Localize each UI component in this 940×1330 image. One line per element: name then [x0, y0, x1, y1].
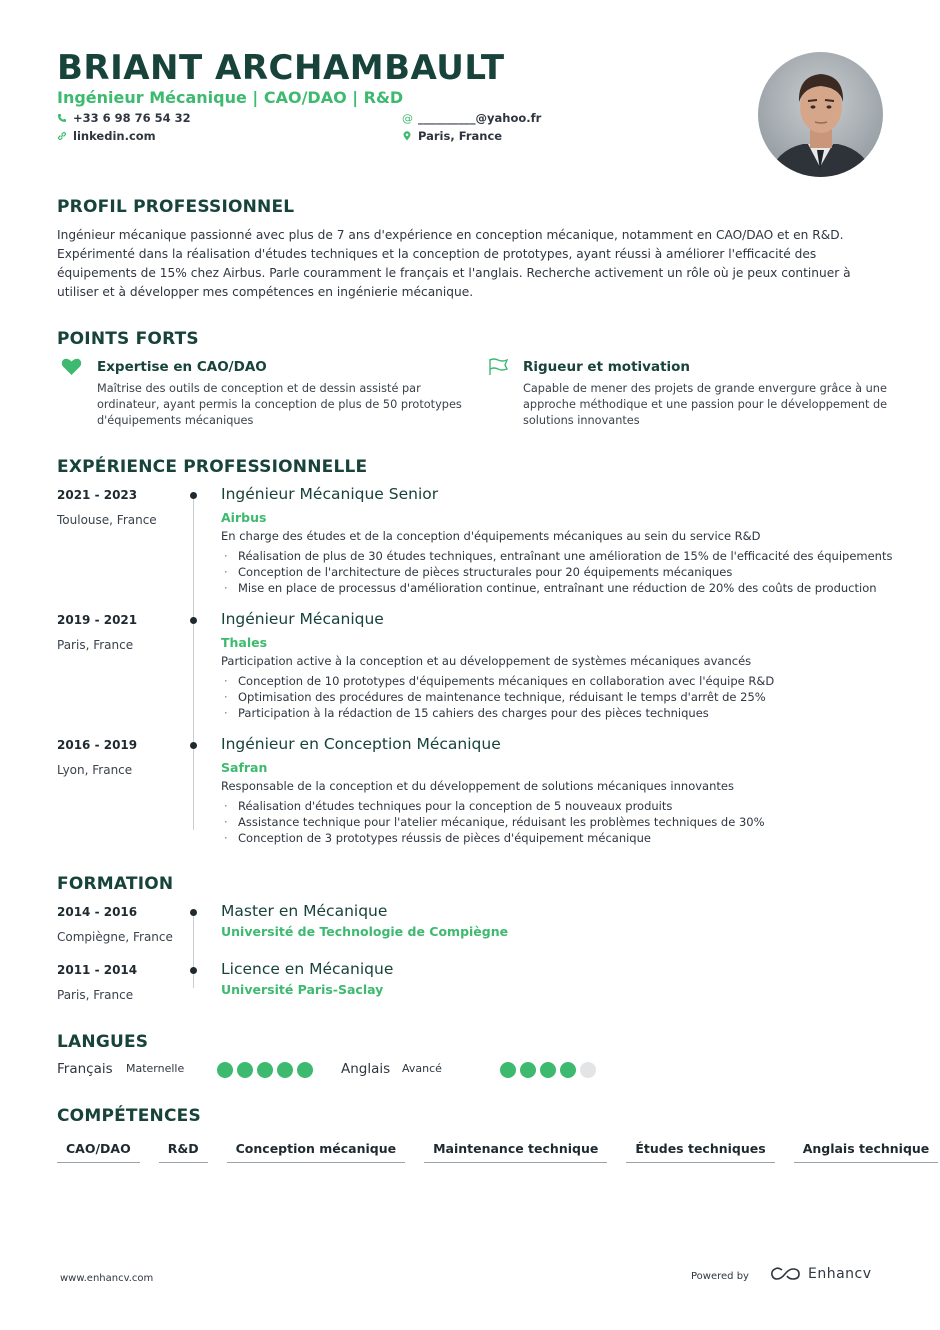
list-item: · Mise en place de processus d'amélioration continue, entraînant une réduction de 20% des coûts de production — [221, 580, 892, 596]
job-dates: 2019 - 2021 — [57, 613, 138, 627]
education-dates: 2011 - 2014 — [57, 963, 138, 977]
list-item: · Réalisation de plus de 30 études techniques, entraînant une amélioration de 15% de l'efficacité des équipements — [221, 548, 892, 564]
language-level: Avancé — [402, 1062, 442, 1075]
education-degree: Master en Mécanique — [221, 902, 388, 920]
rating-dot-filled — [520, 1062, 536, 1078]
rating-dot-filled — [257, 1062, 273, 1078]
job-title: Ingénieur Mécanique Senior — [221, 485, 439, 503]
experience-section-title: EXPÉRIENCE PROFESSIONNELLE — [57, 457, 368, 477]
skill-tag: Études techniques — [626, 1136, 774, 1163]
skills-section-title: COMPÉTENCES — [57, 1106, 201, 1126]
timeline-dot — [190, 617, 197, 624]
rating-dot-filled — [560, 1062, 576, 1078]
language-name: Anglais — [341, 1061, 391, 1077]
rating-dot-filled — [540, 1062, 556, 1078]
languages-section-title: LANGUES — [57, 1032, 149, 1052]
phone-text: +33 6 98 76 54 32 — [73, 111, 191, 125]
language-rating — [500, 1062, 596, 1078]
heart-icon — [61, 358, 82, 376]
job-bullets — [221, 673, 774, 721]
job-dates: 2021 - 2023 — [57, 488, 138, 502]
job-bullets — [221, 548, 892, 596]
education-school: Université Paris-Saclay — [221, 982, 384, 997]
job-location: Paris, France — [57, 638, 134, 652]
list-item: · Assistance technique pour l'atelier mécanique, réduisant les problèmes techniques de 30% — [221, 814, 765, 830]
timeline-dot — [190, 742, 197, 749]
job-description: En charge des études et de la conception d'équipements mécaniques au sein du service R&D — [221, 529, 761, 543]
link-icon — [57, 131, 67, 141]
list-item: · Conception de 3 prototypes réussis de pièces d'équipement mécanique — [221, 830, 765, 846]
timeline-dot — [190, 492, 197, 499]
at-icon: @ — [402, 111, 413, 125]
skill-tag: Maintenance technique — [424, 1136, 607, 1163]
skill-tag: Conception mécanique — [227, 1136, 405, 1163]
linkedin-text[interactable]: linkedin.com — [73, 129, 156, 143]
job-location: Toulouse, France — [57, 513, 157, 527]
candidate-name: BRIANT ARCHAMBAULT — [57, 48, 505, 88]
rating-dot-filled — [237, 1062, 253, 1078]
profile-photo — [758, 52, 883, 177]
job-bullets — [221, 798, 765, 846]
list-item: · Optimisation des procédures de maintenance technique, réduisant le temps d'arrêt de 25% — [221, 689, 774, 705]
job-title: Ingénieur en Conception Mécanique — [221, 735, 501, 753]
language-level: Maternelle — [126, 1062, 185, 1075]
strength-description: Capable de mener des projets de grande envergure grâce à une approche méthodique et une passion pour le développement de solutions innovantes — [523, 382, 888, 427]
rating-dot-filled — [277, 1062, 293, 1078]
job-dates: 2016 - 2019 — [57, 738, 138, 752]
profile-summary: Ingénieur mécanique passionné avec plus de 7 ans d'expérience en conception mécanique, notamment en CAO/DAO et en R&D. Expérimenté dans la réalisation d'études techniques et la conception de prototypes, ayant réussi à améliorer l'efficacité des équipements de 15% chez Airbus. Parle couramment le français et l'anglais. Recherche activement un rôle où je peux continuer à utiliser et à développer mes compétences en ingénierie mécanique. — [57, 228, 851, 299]
profile-section-title: PROFIL PROFESSIONNEL — [57, 197, 295, 217]
job-location: Lyon, France — [57, 763, 133, 777]
education-location: Compiègne, France — [57, 930, 173, 944]
job-description: Responsable de la conception et du développement de solutions mécaniques innovantes — [221, 779, 734, 793]
footer-powered-by: Powered by — [691, 1271, 749, 1282]
flag-icon — [488, 358, 509, 376]
list-item: · Réalisation d'études techniques pour la conception de 5 nouveaux produits — [221, 798, 765, 814]
enhancv-logo-text: Enhancv — [808, 1266, 872, 1282]
education-location: Paris, France — [57, 988, 134, 1002]
phone-icon — [57, 113, 67, 123]
education-degree: Licence en Mécanique — [221, 960, 394, 978]
location-pin-icon — [402, 131, 412, 141]
contact-linkedin[interactable] — [57, 129, 156, 143]
job-title: Ingénieur Mécanique — [221, 610, 384, 628]
contact-email[interactable] — [402, 111, 541, 125]
footer-website[interactable]: www.enhancv.com — [60, 1273, 154, 1284]
timeline-line — [193, 495, 194, 830]
contact-phone — [57, 111, 191, 125]
skill-tag: Anglais technique — [794, 1136, 939, 1163]
strength-title: Rigueur et motivation — [523, 359, 691, 375]
education-section-title: FORMATION — [57, 874, 174, 894]
language-name: Français — [57, 1061, 113, 1077]
timeline-dot — [190, 967, 197, 974]
job-description: Participation active à la conception et au développement de systèmes mécaniques avancés — [221, 654, 752, 668]
language-rating — [217, 1062, 313, 1078]
rating-dot-empty — [580, 1062, 596, 1078]
rating-dot-filled — [297, 1062, 313, 1078]
strength-title: Expertise en CAO/DAO — [97, 359, 267, 375]
list-item: · Conception de l'architecture de pièces structurales pour 20 équipements mécaniques — [221, 564, 892, 580]
education-dates: 2014 - 2016 — [57, 905, 138, 919]
enhancv-logo[interactable] — [770, 1266, 872, 1282]
list-item: · Conception de 10 prototypes d'équipements mécaniques en collaboration avec l'équipe R&D — [221, 673, 774, 689]
timeline-dot — [190, 909, 197, 916]
timeline-line — [193, 912, 194, 988]
job-company: Thales — [221, 635, 268, 650]
job-company: Airbus — [221, 510, 267, 525]
contact-location — [402, 129, 502, 143]
email-text[interactable]: __________@yahoo.fr — [418, 111, 542, 125]
enhancv-logo-icon — [770, 1266, 802, 1282]
skill-tag: CAO/DAO — [57, 1136, 140, 1163]
skill-tag: R&D — [159, 1136, 208, 1163]
strength-description: Maîtrise des outils de conception et de dessin assisté par ordinateur, ayant permis la conception de plus de 50 prototypes d'équipements mécaniques — [97, 382, 462, 427]
list-item: · Participation à la rédaction de 15 cahiers des charges pour des pièces techniques — [221, 705, 774, 721]
skills-list — [57, 1136, 938, 1163]
rating-dot-filled — [500, 1062, 516, 1078]
job-company: Safran — [221, 760, 268, 775]
education-school: Université de Technologie de Compiègne — [221, 924, 509, 939]
candidate-subtitle: Ingénieur Mécanique | CAO/DAO | R&D — [57, 88, 404, 107]
location-text: Paris, France — [418, 129, 503, 143]
strengths-section-title: POINTS FORTS — [57, 329, 199, 349]
rating-dot-filled — [217, 1062, 233, 1078]
